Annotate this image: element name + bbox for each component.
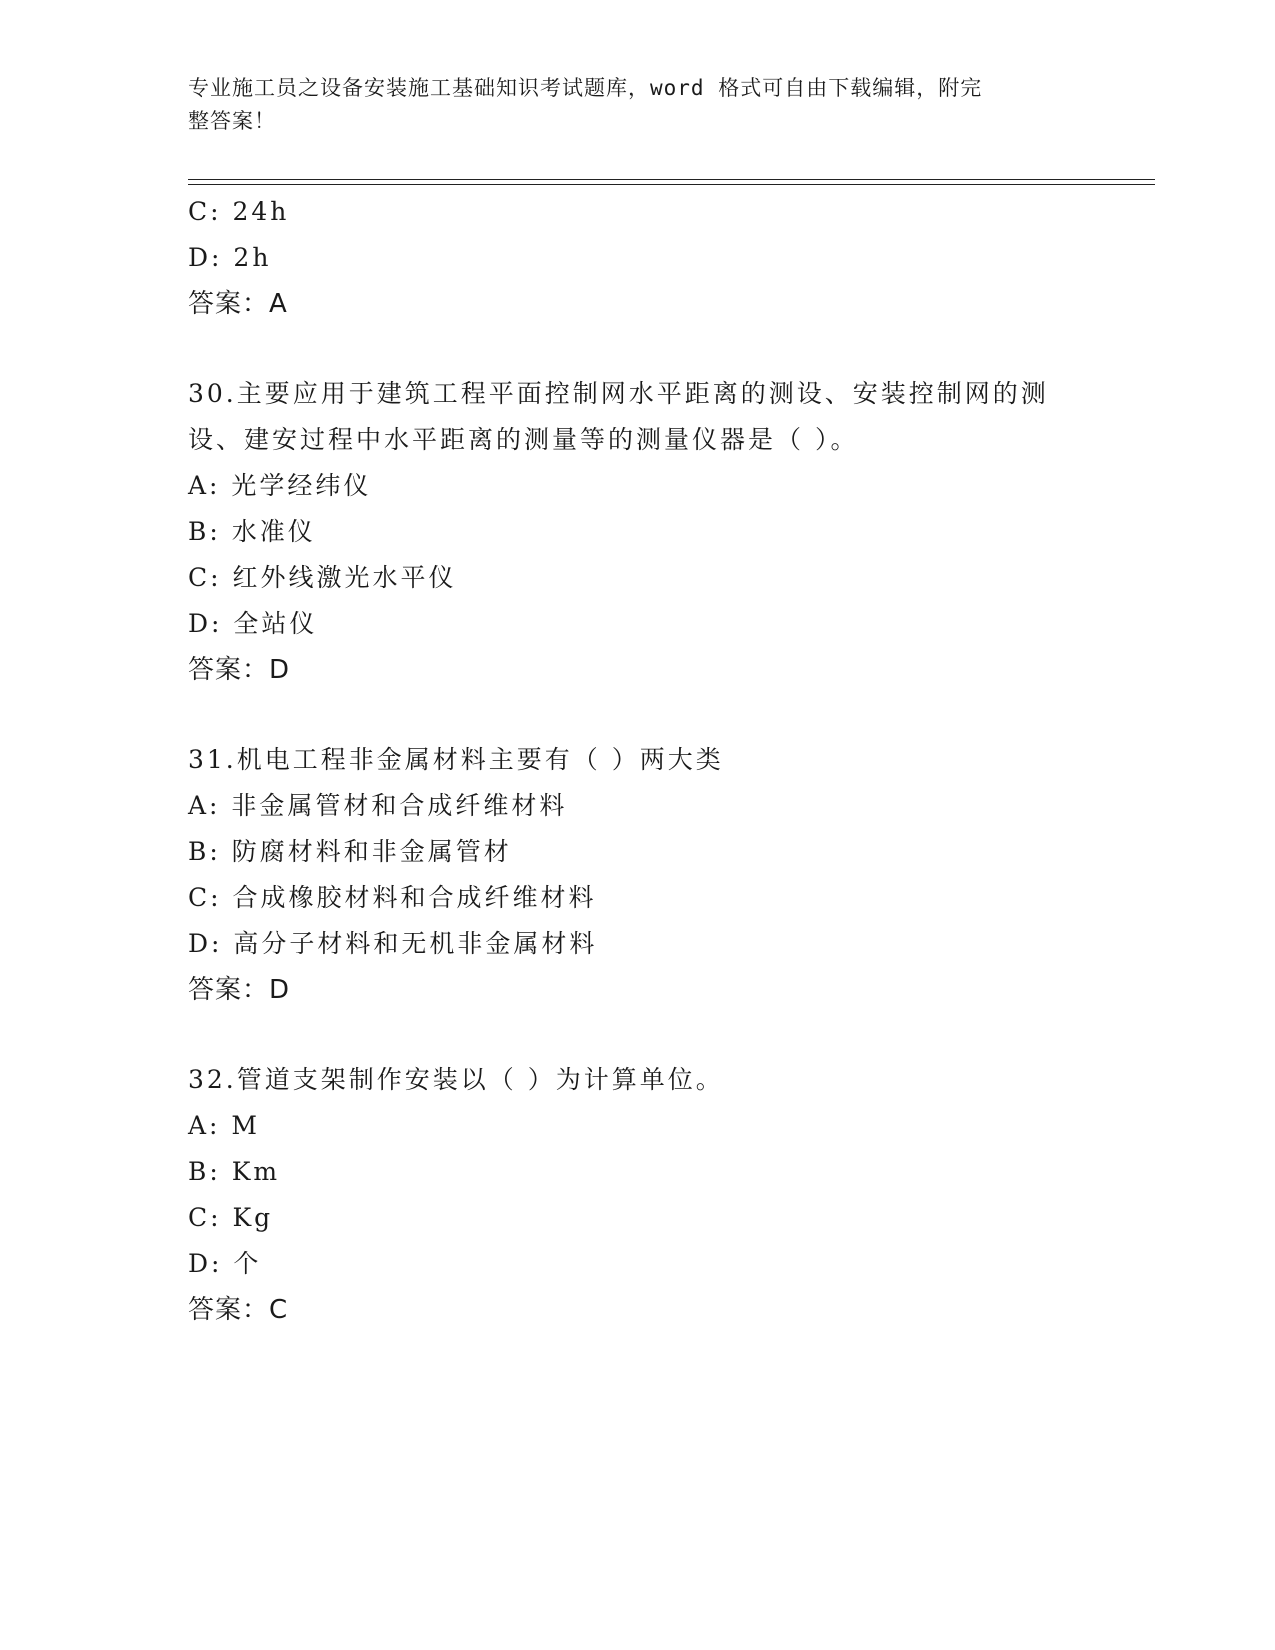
option-c: C: 红外线激光水平仪: [188, 563, 457, 592]
header-rule-bottom: [188, 184, 1155, 185]
question-31: [188, 737, 1088, 1013]
option-a: A: M: [188, 1111, 261, 1140]
header-line-1: 专业施工员之设备安装施工基础知识考试题库，word 格式可自由下载编辑，附完: [188, 76, 983, 100]
option-d: D: 高分子材料和无机非金属材料: [188, 929, 598, 958]
answer: 答案：A: [188, 289, 288, 319]
option-c: C: Kg: [188, 1203, 274, 1232]
question-stem: 30.主要应用于建筑工程平面控制网水平距离的测设、安装控制网的测: [188, 379, 1049, 408]
fragment-block: [188, 189, 1088, 327]
option-d: D: 全站仪: [188, 609, 318, 638]
question-list: [188, 189, 1088, 1333]
option-a: A: 非金属管材和合成纤维材料: [188, 791, 568, 820]
option-a: A: 光学经纬仪: [188, 471, 372, 500]
answer: 答案：D: [188, 655, 291, 685]
option-c: C: 合成橡胶材料和合成纤维材料: [188, 883, 597, 912]
option-b: B: Km: [188, 1157, 281, 1186]
question-stem: 31.机电工程非金属材料主要有（ ）两大类: [188, 745, 724, 774]
question-stem: 32.管道支架制作安装以（ ）为计算单位。: [188, 1065, 724, 1094]
question-30: [188, 371, 1088, 693]
option-d: D: 2h: [188, 243, 272, 272]
header-rule-top: [188, 179, 1155, 180]
answer: 答案：C: [188, 1295, 289, 1325]
option-b: B: 水准仪: [188, 517, 316, 546]
answer: 答案：D: [188, 975, 291, 1005]
option-c: C: 24h: [188, 197, 290, 226]
option-b: B: 防腐材料和非金属管材: [188, 837, 512, 866]
document-header: [188, 72, 1068, 138]
header-line-2: 整答案！: [188, 109, 276, 133]
question-stem: 设、建安过程中水平距离的测量等的测量仪器是（ ）。: [188, 425, 859, 454]
option-d: D: 个: [188, 1249, 262, 1278]
question-32: [188, 1057, 1088, 1333]
